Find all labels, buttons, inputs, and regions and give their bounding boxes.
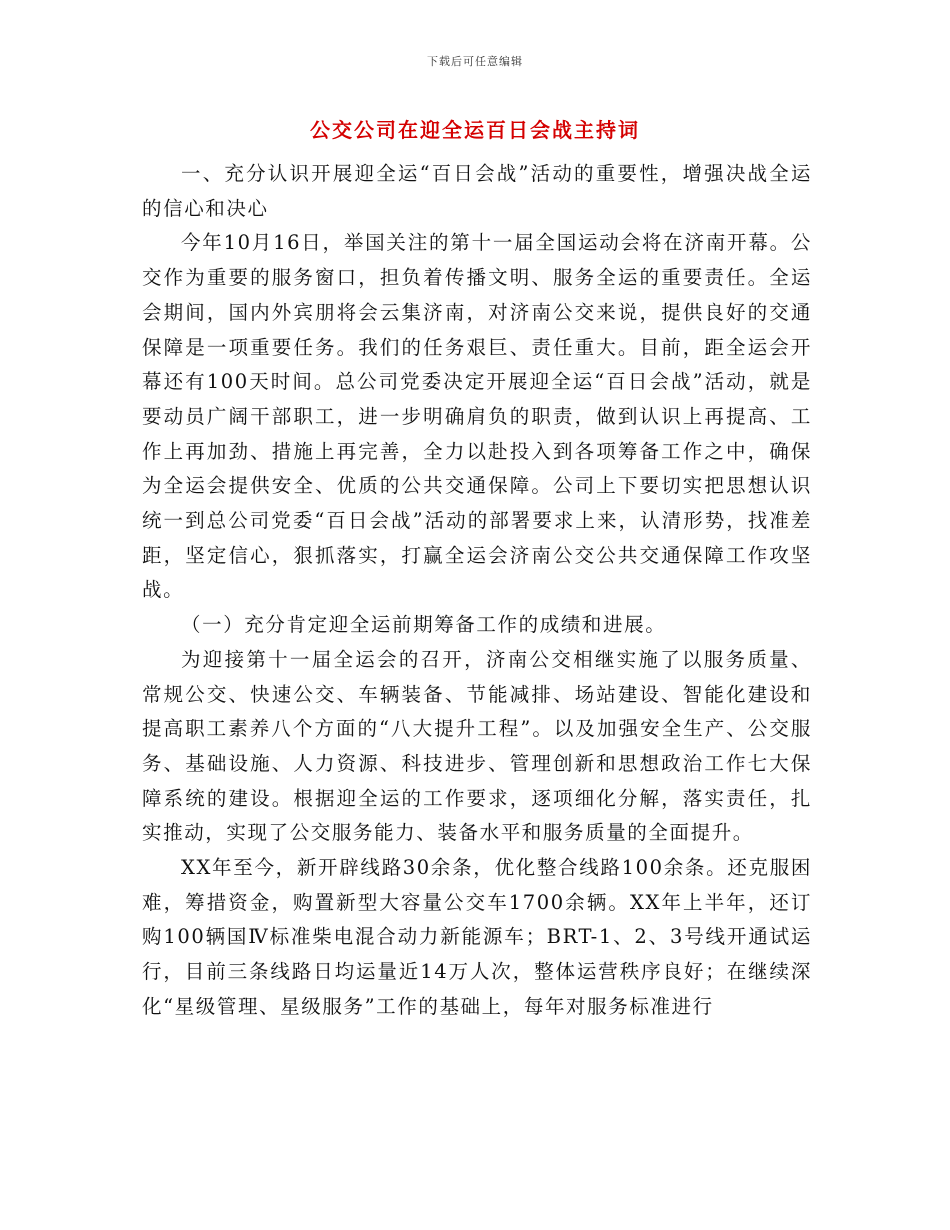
section-heading-paragraph: 一、充分认识开展迎全运“百日会战”活动的重要性，增强决战全运的信心和决心 (142, 162, 812, 220)
page-header-note: 下载后可任意编辑 (427, 55, 523, 68)
document-body (142, 157, 812, 1025)
document-title: 公交公司在迎全运百日会战主持词 (310, 118, 640, 142)
body-paragraph: 为迎接第十一届全运会的召开，济南公交相继实施了以服务质量、常规公交、快速公交、车辆装备、节能减排、场站建设、智能化建设和提高职工素养八个方面的“八大提升工程”。以及加强安全生产、公交服务、基础设施、人力资源、科技进步、管理创新和思想政治工作七大保障系统的建设。根据迎全运的工作要求，逐项细化分解，落实责任，扎实推动，实现了公交服务能力、装备水平和服务质量的全面提升。 (142, 647, 812, 845)
body-paragraph: XX年至今，新开辟线路30余条，优化整合线路100余条。还克服困难，筹措资金，购置新型大容量公交车1700余辆。XX年上半年，还订购100辆国Ⅳ标准柴电混合动力新能源车；BRT-1、2、3号线开通试运行，目前三条线路日均运量近14万人次，整体运营秩序良好；在继续深化“星级管理、星级服务”工作的基础上，每年对服务标准进行 (142, 856, 812, 1018)
subsection-heading-paragraph: （一）充分肯定迎全运前期筹备工作的成绩和进展。 (181, 613, 667, 637)
body-paragraph: 今年10月16日，举国关注的第十一届全国运动会将在济南开幕。公交作为重要的服务窗口，担负着传播文明、服务全运的重要责任。全运会期间，国内外宾朋将会云集济南，对济南公交来说，提供良好的交通保障是一项重要任务。我们的任务艰巨、责任重大。目前，距全运会开幕还有100天时间。总公司党委决定开展迎全运“百日会战”活动，就是要动员广阔干部职工，进一步明确肩负的职责，做到认识上再提高、工作上再加劲、措施上再完善，全力以赴投入到各项筹备工作之中，确保为全运会提供安全、优质的公共交通保障。公司上下要切实把思想认识统一到总公司党委“百日会战”活动的部署要求上来，认清形势，找准差距，坚定信心，狠抓落实，打赢全运会济南公交公共交通保障工作攻坚战。 (142, 231, 812, 602)
